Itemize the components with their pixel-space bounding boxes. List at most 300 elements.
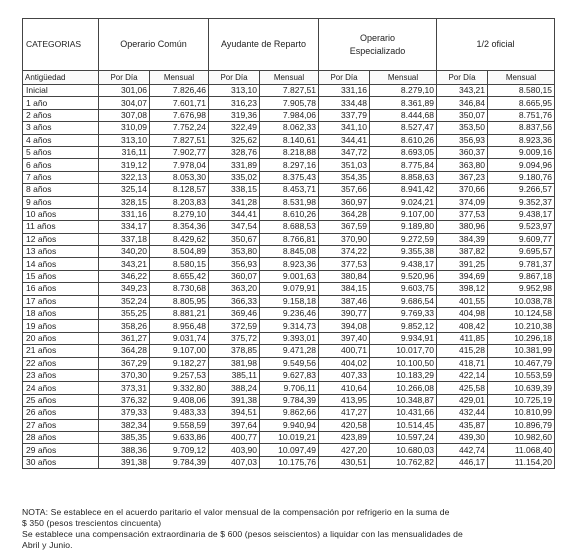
cell-mensual: 9.940,94 xyxy=(260,419,319,431)
table-row xyxy=(23,369,555,381)
note-line: Se establece una compensación extraordinaria de $ 600 (pesos seiscientos) a liquidar con las mensualidades de xyxy=(22,529,463,539)
row-label: 25 años xyxy=(23,394,99,406)
cell-mensual: 10.348,87 xyxy=(370,394,437,406)
cell-mensual: 8.751,76 xyxy=(488,109,555,121)
cell-por-dia: 341,28 xyxy=(209,196,260,208)
cell-por-dia: 394,69 xyxy=(437,270,488,282)
cell-mensual: 11.154,20 xyxy=(488,456,555,468)
cell-mensual: 10.038,78 xyxy=(488,295,555,307)
cell-mensual: 7.752,24 xyxy=(150,122,209,134)
row-label: 2 años xyxy=(23,109,99,121)
cell-por-dia: 319,36 xyxy=(209,109,260,121)
cell-mensual: 10.017,70 xyxy=(370,345,437,357)
cell-por-dia: 366,33 xyxy=(209,295,260,307)
cell-por-dia: 354,35 xyxy=(319,171,370,183)
cell-mensual: 7.827,51 xyxy=(260,85,319,97)
cell-mensual: 8.655,42 xyxy=(150,270,209,282)
cell-por-dia: 391,38 xyxy=(99,456,150,468)
cell-mensual: 9.314,73 xyxy=(260,320,319,332)
table-row xyxy=(23,146,555,158)
cell-mensual: 9.867,18 xyxy=(488,270,555,282)
cell-mensual: 9.520,96 xyxy=(370,270,437,282)
row-label: 1 año xyxy=(23,97,99,109)
cell-mensual: 8.580,15 xyxy=(150,258,209,270)
cell-por-dia: 394,08 xyxy=(319,320,370,332)
table-row xyxy=(23,159,555,171)
table-row xyxy=(23,320,555,332)
cell-por-dia: 422,14 xyxy=(437,369,488,381)
header-ayudante-reparto: Ayudante de Reparto xyxy=(209,19,319,71)
table-row xyxy=(23,270,555,282)
cell-por-dia: 355,25 xyxy=(99,308,150,320)
cell-mensual: 9.180,76 xyxy=(488,171,555,183)
cell-por-dia: 367,29 xyxy=(99,357,150,369)
cell-mensual: 9.031,74 xyxy=(150,332,209,344)
cell-por-dia: 423,89 xyxy=(319,431,370,443)
sub-header-row xyxy=(23,71,555,85)
cell-por-dia: 358,26 xyxy=(99,320,150,332)
cell-mensual: 10.514,45 xyxy=(370,419,437,431)
cell-mensual: 9.182,27 xyxy=(150,357,209,369)
cell-por-dia: 347,54 xyxy=(209,221,260,233)
row-label: 28 años xyxy=(23,431,99,443)
cell-por-dia: 334,48 xyxy=(319,97,370,109)
salary-table-container xyxy=(22,18,554,469)
cell-mensual: 10.124,58 xyxy=(488,308,555,320)
cell-mensual: 8.665,95 xyxy=(488,97,555,109)
cell-por-dia: 364,28 xyxy=(99,345,150,357)
cell-mensual: 10.175,76 xyxy=(260,456,319,468)
cell-por-dia: 337,18 xyxy=(99,233,150,245)
cell-mensual: 9.549,56 xyxy=(260,357,319,369)
cell-por-dia: 353,80 xyxy=(209,246,260,258)
cell-mensual: 9.483,33 xyxy=(150,407,209,419)
cell-por-dia: 425,58 xyxy=(437,382,488,394)
cell-mensual: 9.706,11 xyxy=(260,382,319,394)
cell-por-dia: 361,27 xyxy=(99,332,150,344)
cell-por-dia: 373,31 xyxy=(99,382,150,394)
cell-mensual: 8.297,16 xyxy=(260,159,319,171)
cell-por-dia: 346,22 xyxy=(99,270,150,282)
cell-mensual: 8.858,63 xyxy=(370,171,437,183)
cell-mensual: 9.852,12 xyxy=(370,320,437,332)
table-row xyxy=(23,109,555,121)
row-label: Inicial xyxy=(23,85,99,97)
table-row xyxy=(23,444,555,456)
cell-por-dia: 377,53 xyxy=(319,258,370,270)
table-row xyxy=(23,221,555,233)
cell-mensual: 8.688,53 xyxy=(260,221,319,233)
row-label: 9 años xyxy=(23,196,99,208)
cell-mensual: 10.266,08 xyxy=(370,382,437,394)
cell-por-dia: 350,67 xyxy=(209,233,260,245)
cell-por-dia: 381,98 xyxy=(209,357,260,369)
cell-mensual: 7.676,98 xyxy=(150,109,209,121)
cell-mensual: 8.279,10 xyxy=(150,208,209,220)
cell-por-dia: 325,14 xyxy=(99,184,150,196)
row-label: 22 años xyxy=(23,357,99,369)
cell-por-dia: 331,16 xyxy=(319,85,370,97)
cell-por-dia: 376,32 xyxy=(99,394,150,406)
cell-mensual: 8.375,43 xyxy=(260,171,319,183)
cell-por-dia: 331,16 xyxy=(99,208,150,220)
cell-mensual: 10.183,29 xyxy=(370,369,437,381)
cell-mensual: 9.438,17 xyxy=(488,208,555,220)
cell-mensual: 8.837,56 xyxy=(488,122,555,134)
cell-por-dia: 375,72 xyxy=(209,332,260,344)
cell-mensual: 9.862,66 xyxy=(260,407,319,419)
cell-mensual: 8.279,10 xyxy=(370,85,437,97)
table-row xyxy=(23,283,555,295)
header-medio-oficial: 1/2 oficial xyxy=(437,19,555,71)
cell-mensual: 8.923,36 xyxy=(488,134,555,146)
group-header-row xyxy=(23,19,555,71)
cell-por-dia: 380,84 xyxy=(319,270,370,282)
cell-por-dia: 370,66 xyxy=(437,184,488,196)
cell-mensual: 8.053,30 xyxy=(150,171,209,183)
cell-mensual: 9.107,00 xyxy=(150,345,209,357)
row-label: 30 años xyxy=(23,456,99,468)
cell-mensual: 7.905,78 xyxy=(260,97,319,109)
subheader-mensual: Mensual xyxy=(260,71,319,85)
cell-por-dia: 400,77 xyxy=(209,431,260,443)
cell-por-dia: 313,10 xyxy=(99,134,150,146)
subheader-mensual: Mensual xyxy=(150,71,209,85)
cell-mensual: 7.827,51 xyxy=(150,134,209,146)
cell-por-dia: 410,64 xyxy=(319,382,370,394)
cell-mensual: 10.019,21 xyxy=(260,431,319,443)
cell-mensual: 8.429,62 xyxy=(150,233,209,245)
cell-mensual: 8.956,48 xyxy=(150,320,209,332)
cell-mensual: 9.523,97 xyxy=(488,221,555,233)
cell-mensual: 8.730,68 xyxy=(150,283,209,295)
note-line: NOTA: Se establece en el acuerdo paritario el valor mensual de la compensación por refrigerio en la suma de xyxy=(22,507,450,517)
cell-mensual: 7.826,46 xyxy=(150,85,209,97)
cell-mensual: 9.934,91 xyxy=(370,332,437,344)
cell-mensual: 10.097,49 xyxy=(260,444,319,456)
cell-por-dia: 411,85 xyxy=(437,332,488,344)
cell-por-dia: 429,01 xyxy=(437,394,488,406)
table-row xyxy=(23,134,555,146)
cell-mensual: 8.881,21 xyxy=(150,308,209,320)
header-categorias: CATEGORIAS xyxy=(23,19,99,71)
cell-mensual: 8.693,05 xyxy=(370,146,437,158)
cell-mensual: 7.601,71 xyxy=(150,97,209,109)
cell-mensual: 9.686,54 xyxy=(370,295,437,307)
cell-por-dia: 379,33 xyxy=(99,407,150,419)
cell-por-dia: 417,27 xyxy=(319,407,370,419)
cell-por-dia: 374,09 xyxy=(437,196,488,208)
cell-mensual: 10.680,03 xyxy=(370,444,437,456)
cell-por-dia: 350,07 xyxy=(437,109,488,121)
cell-mensual: 10.296,18 xyxy=(488,332,555,344)
subheader-antiguedad: Antigüedad xyxy=(23,71,99,85)
cell-mensual: 10.553,59 xyxy=(488,369,555,381)
cell-mensual: 9.158,18 xyxy=(260,295,319,307)
cell-por-dia: 344,41 xyxy=(319,134,370,146)
cell-mensual: 11.068,40 xyxy=(488,444,555,456)
cell-mensual: 8.531,98 xyxy=(260,196,319,208)
cell-por-dia: 387,46 xyxy=(319,295,370,307)
table-row xyxy=(23,196,555,208)
cell-por-dia: 391,25 xyxy=(437,258,488,270)
cell-por-dia: 435,87 xyxy=(437,419,488,431)
cell-por-dia: 415,28 xyxy=(437,345,488,357)
cell-por-dia: 398,12 xyxy=(437,283,488,295)
cell-por-dia: 319,12 xyxy=(99,159,150,171)
row-label: 24 años xyxy=(23,382,99,394)
cell-mensual: 8.128,57 xyxy=(150,184,209,196)
row-label: 14 años xyxy=(23,258,99,270)
cell-por-dia: 374,22 xyxy=(319,246,370,258)
row-label: 23 años xyxy=(23,369,99,381)
cell-mensual: 9.079,91 xyxy=(260,283,319,295)
table-row xyxy=(23,345,555,357)
cell-por-dia: 404,02 xyxy=(319,357,370,369)
table-row xyxy=(23,171,555,183)
cell-mensual: 9.709,12 xyxy=(150,444,209,456)
salary-table xyxy=(22,18,555,469)
cell-mensual: 10.597,24 xyxy=(370,431,437,443)
row-label: 7 años xyxy=(23,171,99,183)
cell-por-dia: 420,58 xyxy=(319,419,370,431)
subheader-mensual: Mensual xyxy=(370,71,437,85)
cell-mensual: 10.381,99 xyxy=(488,345,555,357)
cell-por-dia: 391,38 xyxy=(209,394,260,406)
cell-por-dia: 343,21 xyxy=(437,85,488,97)
cell-mensual: 10.810,99 xyxy=(488,407,555,419)
cell-mensual: 9.001,63 xyxy=(260,270,319,282)
cell-mensual: 8.941,42 xyxy=(370,184,437,196)
cell-mensual: 8.453,71 xyxy=(260,184,319,196)
row-label: 26 años xyxy=(23,407,99,419)
cell-mensual: 10.100,50 xyxy=(370,357,437,369)
header-operario-comun: Operario Común xyxy=(99,19,209,71)
cell-por-dia: 397,64 xyxy=(209,419,260,431)
cell-mensual: 8.766,81 xyxy=(260,233,319,245)
cell-mensual: 9.024,21 xyxy=(370,196,437,208)
cell-mensual: 10.467,79 xyxy=(488,357,555,369)
cell-mensual: 8.361,89 xyxy=(370,97,437,109)
cell-por-dia: 387,82 xyxy=(437,246,488,258)
cell-mensual: 7.902,77 xyxy=(150,146,209,158)
cell-por-dia: 325,62 xyxy=(209,134,260,146)
cell-mensual: 9.784,39 xyxy=(150,456,209,468)
cell-mensual: 9.695,57 xyxy=(488,246,555,258)
cell-por-dia: 432,44 xyxy=(437,407,488,419)
cell-por-dia: 328,15 xyxy=(99,196,150,208)
cell-por-dia: 316,11 xyxy=(99,146,150,158)
cell-por-dia: 372,59 xyxy=(209,320,260,332)
table-row xyxy=(23,85,555,97)
cell-por-dia: 363,20 xyxy=(209,283,260,295)
row-label: 16 años xyxy=(23,283,99,295)
cell-por-dia: 370,30 xyxy=(99,369,150,381)
cell-mensual: 8.218,88 xyxy=(260,146,319,158)
cell-mensual: 7.978,04 xyxy=(150,159,209,171)
cell-mensual: 9.438,17 xyxy=(370,258,437,270)
cell-por-dia: 388,24 xyxy=(209,382,260,394)
cell-mensual: 9.257,53 xyxy=(150,369,209,381)
cell-mensual: 10.431,66 xyxy=(370,407,437,419)
row-label: 13 años xyxy=(23,246,99,258)
cell-por-dia: 403,90 xyxy=(209,444,260,456)
cell-por-dia: 427,20 xyxy=(319,444,370,456)
cell-por-dia: 341,10 xyxy=(319,122,370,134)
cell-por-dia: 356,93 xyxy=(209,258,260,270)
cell-por-dia: 322,13 xyxy=(99,171,150,183)
cell-por-dia: 301,06 xyxy=(99,85,150,97)
cell-por-dia: 351,03 xyxy=(319,159,370,171)
cell-mensual: 8.805,95 xyxy=(150,295,209,307)
cell-mensual: 8.610,26 xyxy=(260,208,319,220)
cell-por-dia: 335,02 xyxy=(209,171,260,183)
cell-mensual: 9.236,46 xyxy=(260,308,319,320)
row-label: 6 años xyxy=(23,159,99,171)
cell-mensual: 9.952,98 xyxy=(488,283,555,295)
cell-mensual: 10.210,38 xyxy=(488,320,555,332)
row-label: 18 años xyxy=(23,308,99,320)
cell-por-dia: 369,46 xyxy=(209,308,260,320)
note-line: $ 350 (pesos trescientos cincuenta) xyxy=(22,518,162,528)
cell-por-dia: 313,10 xyxy=(209,85,260,97)
table-row xyxy=(23,394,555,406)
cell-mensual: 8.203,83 xyxy=(150,196,209,208)
cell-mensual: 9.094,96 xyxy=(488,159,555,171)
table-row xyxy=(23,456,555,468)
cell-mensual: 9.627,83 xyxy=(260,369,319,381)
subheader-por-dia: Por Día xyxy=(319,71,370,85)
cell-por-dia: 380,96 xyxy=(437,221,488,233)
row-label: 17 años xyxy=(23,295,99,307)
row-label: 21 años xyxy=(23,345,99,357)
subheader-por-dia: Por Día xyxy=(437,71,488,85)
cell-por-dia: 370,90 xyxy=(319,233,370,245)
cell-por-dia: 407,03 xyxy=(209,456,260,468)
cell-por-dia: 347,72 xyxy=(319,146,370,158)
header-operario-especializado: Operario Especializado xyxy=(319,19,437,71)
cell-mensual: 9.633,86 xyxy=(150,431,209,443)
row-label: 12 años xyxy=(23,233,99,245)
cell-mensual: 9.332,80 xyxy=(150,382,209,394)
row-label: 5 años xyxy=(23,146,99,158)
cell-mensual: 8.845,08 xyxy=(260,246,319,258)
cell-por-dia: 367,59 xyxy=(319,221,370,233)
row-label: 10 años xyxy=(23,208,99,220)
row-label: 27 años xyxy=(23,419,99,431)
cell-mensual: 10.982,60 xyxy=(488,431,555,443)
table-row xyxy=(23,184,555,196)
cell-por-dia: 408,42 xyxy=(437,320,488,332)
table-row xyxy=(23,382,555,394)
cell-por-dia: 352,24 xyxy=(99,295,150,307)
row-label: 11 años xyxy=(23,221,99,233)
cell-por-dia: 385,11 xyxy=(209,369,260,381)
row-label: 8 años xyxy=(23,184,99,196)
row-label: 3 años xyxy=(23,122,99,134)
table-row xyxy=(23,407,555,419)
cell-por-dia: 388,36 xyxy=(99,444,150,456)
row-label: 19 años xyxy=(23,320,99,332)
cell-por-dia: 390,77 xyxy=(319,308,370,320)
cell-por-dia: 307,08 xyxy=(99,109,150,121)
cell-por-dia: 360,37 xyxy=(437,146,488,158)
cell-mensual: 10.639,39 xyxy=(488,382,555,394)
cell-por-dia: 356,93 xyxy=(437,134,488,146)
cell-mensual: 9.355,38 xyxy=(370,246,437,258)
cell-por-dia: 364,28 xyxy=(319,208,370,220)
cell-por-dia: 338,15 xyxy=(209,184,260,196)
cell-por-dia: 377,53 xyxy=(437,208,488,220)
cell-mensual: 8.923,36 xyxy=(260,258,319,270)
cell-mensual: 9.784,39 xyxy=(260,394,319,406)
cell-por-dia: 337,79 xyxy=(319,109,370,121)
row-label: 4 años xyxy=(23,134,99,146)
cell-por-dia: 418,71 xyxy=(437,357,488,369)
cell-mensual: 9.107,00 xyxy=(370,208,437,220)
table-row xyxy=(23,246,555,258)
row-label: 15 años xyxy=(23,270,99,282)
cell-mensual: 9.009,16 xyxy=(488,146,555,158)
table-body xyxy=(23,85,555,469)
table-row xyxy=(23,357,555,369)
cell-mensual: 9.769,33 xyxy=(370,308,437,320)
table-row xyxy=(23,419,555,431)
cell-mensual: 9.266,57 xyxy=(488,184,555,196)
cell-mensual: 9.352,37 xyxy=(488,196,555,208)
cell-por-dia: 397,40 xyxy=(319,332,370,344)
cell-mensual: 9.408,06 xyxy=(150,394,209,406)
cell-mensual: 8.610,26 xyxy=(370,134,437,146)
cell-por-dia: 353,50 xyxy=(437,122,488,134)
cell-por-dia: 430,51 xyxy=(319,456,370,468)
cell-mensual: 9.603,75 xyxy=(370,283,437,295)
cell-por-dia: 331,89 xyxy=(209,159,260,171)
cell-mensual: 9.272,59 xyxy=(370,233,437,245)
cell-por-dia: 378,85 xyxy=(209,345,260,357)
cell-por-dia: 404,98 xyxy=(437,308,488,320)
table-row xyxy=(23,258,555,270)
cell-mensual: 10.725,19 xyxy=(488,394,555,406)
cell-por-dia: 322,49 xyxy=(209,122,260,134)
cell-mensual: 8.354,36 xyxy=(150,221,209,233)
cell-por-dia: 334,17 xyxy=(99,221,150,233)
table-row xyxy=(23,332,555,344)
cell-por-dia: 385,35 xyxy=(99,431,150,443)
cell-mensual: 8.062,33 xyxy=(260,122,319,134)
row-label: 20 años xyxy=(23,332,99,344)
cell-por-dia: 413,95 xyxy=(319,394,370,406)
cell-por-dia: 304,07 xyxy=(99,97,150,109)
cell-por-dia: 346,84 xyxy=(437,97,488,109)
cell-mensual: 10.896,79 xyxy=(488,419,555,431)
cell-por-dia: 340,20 xyxy=(99,246,150,258)
cell-por-dia: 384,39 xyxy=(437,233,488,245)
cell-por-dia: 400,71 xyxy=(319,345,370,357)
cell-por-dia: 310,09 xyxy=(99,122,150,134)
cell-por-dia: 349,23 xyxy=(99,283,150,295)
cell-por-dia: 367,23 xyxy=(437,171,488,183)
notes-block xyxy=(22,507,554,551)
cell-mensual: 8.140,61 xyxy=(260,134,319,146)
cell-por-dia: 343,21 xyxy=(99,258,150,270)
cell-por-dia: 360,07 xyxy=(209,270,260,282)
cell-por-dia: 446,17 xyxy=(437,456,488,468)
cell-mensual: 8.580,15 xyxy=(488,85,555,97)
table-row xyxy=(23,208,555,220)
cell-por-dia: 384,15 xyxy=(319,283,370,295)
cell-mensual: 10.762,82 xyxy=(370,456,437,468)
